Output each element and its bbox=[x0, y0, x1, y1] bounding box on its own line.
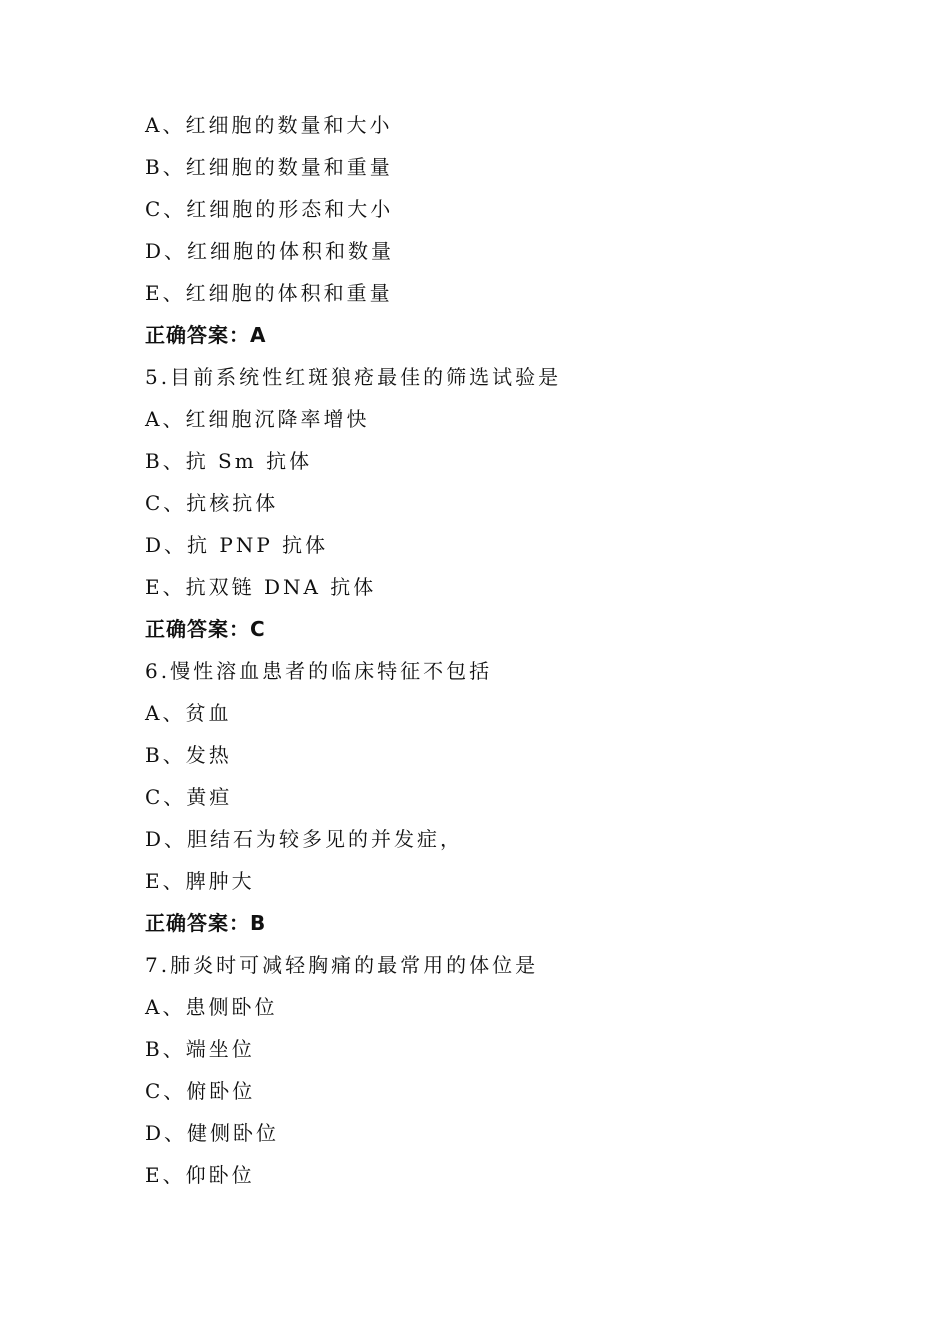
q7-option-c: C、俯卧位 bbox=[145, 1079, 256, 1103]
q7-option-d: D、健侧卧位 bbox=[145, 1121, 280, 1145]
q6-option-a: A、贫血 bbox=[145, 701, 232, 725]
q4-option-a: A、红细胞的数量和大小 bbox=[145, 113, 393, 137]
q6-option-b: B、发热 bbox=[145, 743, 232, 767]
q5-correct-answer: 正确答案：C bbox=[145, 617, 266, 641]
q4-option-b: B、红细胞的数量和重量 bbox=[145, 155, 393, 179]
q6-option-e: E、脾肿大 bbox=[145, 869, 255, 893]
q4-option-c: C、红细胞的形态和大小 bbox=[145, 197, 394, 221]
q5-option-b: B、抗 Sm 抗体 bbox=[145, 449, 313, 473]
q5-option-e: E、抗双链 DNA 抗体 bbox=[145, 575, 377, 599]
q7-question: 7.肺炎时可减轻胸痛的最常用的体位是 bbox=[145, 953, 539, 977]
q5-option-a: A、红细胞沉降率增快 bbox=[145, 407, 370, 431]
q5-option-c: C、抗核抗体 bbox=[145, 491, 279, 515]
q6-option-c: C、黄疸 bbox=[145, 785, 233, 809]
q6-correct-answer: 正确答案：B bbox=[145, 911, 267, 935]
q5-option-d: D、抗 PNP 抗体 bbox=[145, 533, 329, 557]
q6-question: 6.慢性溶血患者的临床特征不包括 bbox=[145, 659, 493, 683]
q6-option-d: D、胆结石为较多见的并发症， bbox=[145, 827, 464, 851]
q7-option-b: B、端坐位 bbox=[145, 1037, 255, 1061]
q5-question: 5.目前系统性红斑狼疮最佳的筛选试验是 bbox=[145, 365, 562, 389]
q7-option-a: A、患侧卧位 bbox=[145, 995, 278, 1019]
q4-option-e: E、红细胞的体积和重量 bbox=[145, 281, 393, 305]
q4-correct-answer: 正确答案：A bbox=[145, 323, 267, 347]
q7-option-e: E、仰卧位 bbox=[145, 1163, 255, 1187]
q4-option-d: D、红细胞的体积和数量 bbox=[145, 239, 395, 263]
